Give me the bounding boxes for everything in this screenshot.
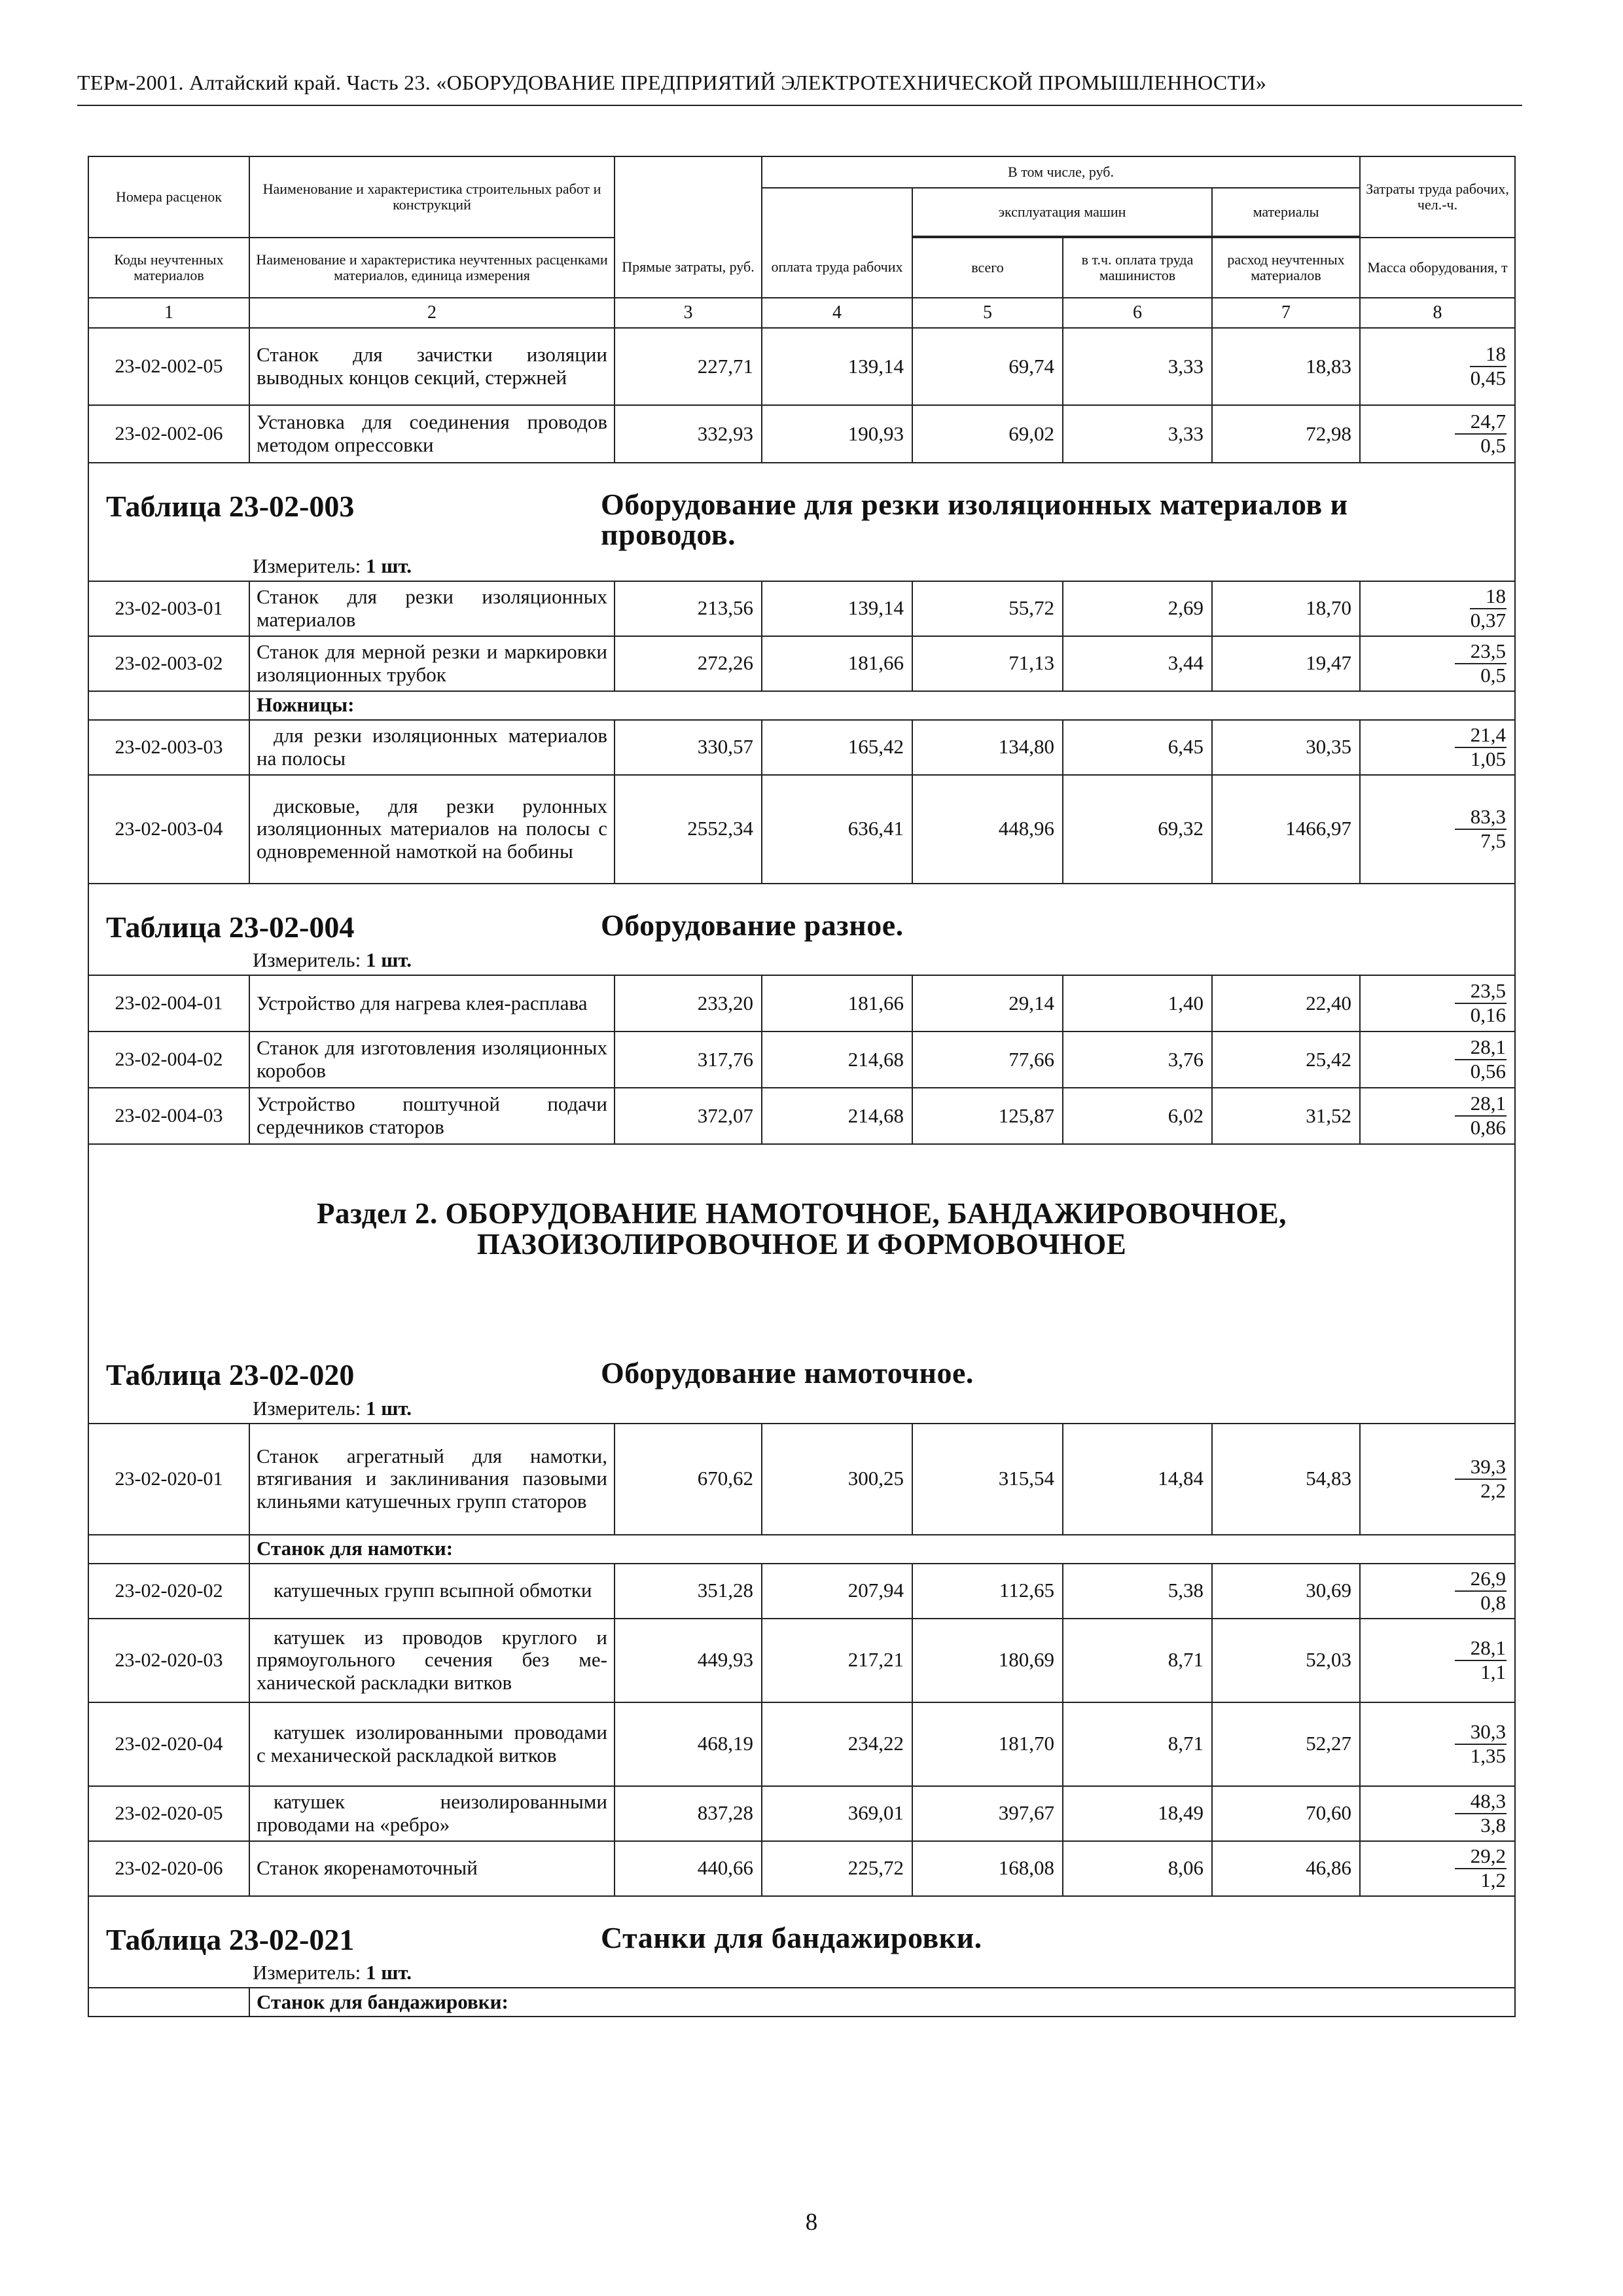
labor-hours-over-mass: [1360, 1088, 1515, 1144]
col-number: 5: [912, 298, 1063, 328]
labor-hours: 23,5: [1455, 980, 1507, 1004]
direct-costs: 670,62: [615, 1424, 762, 1535]
col-header-direct-blank: [615, 156, 762, 236]
table-row: [88, 636, 1515, 691]
direct-costs: 468,19: [615, 1702, 762, 1786]
rate-code: 23-02-020-06: [88, 1841, 249, 1896]
labor-pay: 300,25: [762, 1424, 912, 1535]
work-name: катушечных групп всыпной обмотки: [249, 1564, 615, 1619]
col-number: 8: [1360, 298, 1515, 328]
unit-label: Измеритель:: [253, 1396, 361, 1420]
direct-costs: 227,71: [615, 328, 762, 405]
labor-hours-over-mass: [1360, 1031, 1515, 1088]
direct-costs: 2552,34: [615, 775, 762, 884]
machine-costs: 112,65: [912, 1564, 1063, 1619]
labor-hours-over-mass: [1360, 1786, 1515, 1841]
machinist-pay: 3,33: [1063, 405, 1212, 463]
machinist-pay: 14,84: [1063, 1424, 1212, 1535]
table-heading-row: [88, 884, 1515, 975]
table-row: [88, 775, 1515, 884]
header-rule: [77, 105, 1522, 106]
unit-value: 1 шт.: [365, 554, 412, 577]
work-name: катушек изолированными проводами с механической раскладкой витков: [249, 1702, 615, 1786]
col-header-labor-blank: [762, 188, 912, 238]
labor-hours-over-mass: [1360, 1619, 1515, 1702]
fraction: [1455, 1721, 1507, 1767]
rate-code: 23-02-003-01: [88, 581, 249, 636]
machine-costs: 181,70: [912, 1702, 1063, 1786]
fraction: [1455, 1037, 1507, 1082]
rate-code: 23-02-003-02: [88, 636, 249, 691]
labor-pay: 234,22: [762, 1702, 912, 1786]
fraction: [1470, 586, 1507, 631]
labor-pay: 165,42: [762, 720, 912, 775]
unit-line: [89, 944, 1514, 975]
table-row: [88, 1619, 1515, 1702]
unit-value: 1 шт.: [365, 948, 412, 972]
equipment-mass: 0,5: [1480, 434, 1507, 457]
table-heading-row: [88, 463, 1515, 581]
machine-costs: 134,80: [912, 720, 1063, 775]
material-costs: 1466,97: [1212, 775, 1360, 884]
work-name: Станок для зачистки изоляции выводных концов секций, стержней: [249, 328, 615, 405]
fraction: [1455, 411, 1507, 456]
machine-costs: 448,96: [912, 775, 1063, 884]
machinist-pay: 8,71: [1063, 1619, 1212, 1702]
unit-line: [89, 1956, 1514, 1987]
rate-code: 23-02-020-01: [88, 1424, 249, 1535]
labor-pay: 139,14: [762, 328, 912, 405]
fraction: [1455, 641, 1507, 686]
labor-hours-over-mass: [1360, 975, 1515, 1031]
direct-costs: 330,57: [615, 720, 762, 775]
labor-hours-over-mass: [1360, 581, 1515, 636]
table-number: Таблица 23-02-020: [106, 1358, 355, 1392]
fraction: [1455, 725, 1507, 770]
equipment-mass: 1,1: [1480, 1660, 1507, 1683]
fraction: [1470, 344, 1507, 389]
material-costs: 31,52: [1212, 1088, 1360, 1144]
labor-hours: 23,5: [1455, 641, 1507, 664]
labor-pay: 139,14: [762, 581, 912, 636]
labor-pay: 369,01: [762, 1786, 912, 1841]
machinist-pay: 3,44: [1063, 636, 1212, 691]
equipment-mass: 0,45: [1470, 367, 1507, 389]
work-name: катушек из проводов круглого и прямоугольного сечения без механической раскладки витков: [249, 1619, 615, 1702]
unit-value: 1 шт.: [365, 1396, 412, 1420]
unit-label: Измеритель:: [253, 1961, 361, 1984]
direct-costs: 317,76: [615, 1031, 762, 1088]
machine-costs: 180,69: [912, 1619, 1063, 1702]
unit-line: [89, 550, 1514, 581]
labor-hours-over-mass: [1360, 775, 1515, 884]
col-header-rate-numbers: Номера расценок: [88, 156, 249, 238]
labor-hours: 21,4: [1455, 725, 1507, 748]
labor-hours: 48,3: [1455, 1791, 1507, 1814]
work-name: Установка для соединения проводов методом опрессовки: [249, 405, 615, 463]
direct-costs: 449,93: [615, 1619, 762, 1702]
rate-code: 23-02-004-02: [88, 1031, 249, 1088]
col-header-including: В том числе, руб.: [762, 156, 1360, 188]
work-name: Станок для мерной резки и маркировки изоляционных трубок: [249, 636, 615, 691]
material-costs: 30,35: [1212, 720, 1360, 775]
equipment-mass: 7,5: [1480, 829, 1507, 852]
unit-label: Измеритель:: [253, 554, 361, 577]
col-header-materials: материалы: [1212, 188, 1360, 236]
machine-costs: 29,14: [912, 975, 1063, 1031]
col-header-machine-operation: эксплуатация машин: [912, 188, 1212, 236]
table-row: [88, 1424, 1515, 1535]
fraction: [1455, 1791, 1507, 1836]
fraction: [1455, 980, 1507, 1026]
table-title: Оборудование намоточное.: [601, 1356, 974, 1390]
col-header-work-name: Наименование и характеристика строительных работ и конструкций: [249, 156, 615, 238]
running-header: ТЕРм-2001. Алтайский край. Часть 23. «ОБОРУДОВАНИЕ ПРЕДПРИЯТИЙ ЭЛЕКТРОТЕХНИЧЕСКОЙ ПРОМЫШЛЕННОСТИ»: [77, 71, 1267, 94]
section-heading-row: [88, 1144, 1515, 1424]
equipment-mass: 0,5: [1480, 663, 1507, 687]
labor-hours: 29,2: [1455, 1846, 1507, 1869]
labor-pay: 214,68: [762, 1031, 912, 1088]
direct-costs: 372,07: [615, 1088, 762, 1144]
material-costs: 19,47: [1212, 636, 1360, 691]
machinist-pay: 2,69: [1063, 581, 1212, 636]
machine-costs: 125,87: [912, 1088, 1063, 1144]
col-header-material-codes: Коды неучтенных материалов: [88, 238, 249, 298]
material-costs: 54,83: [1212, 1424, 1360, 1535]
fraction: [1455, 1638, 1507, 1683]
table-row: [88, 1786, 1515, 1841]
rate-code: 23-02-002-05: [88, 328, 249, 405]
labor-hours: 30,3: [1455, 1721, 1507, 1745]
labor-hours: 24,7: [1455, 411, 1507, 435]
unit-value: 1 шт.: [365, 1961, 412, 1984]
labor-pay: 207,94: [762, 1564, 912, 1619]
fraction: [1455, 1568, 1507, 1613]
rate-code: 23-02-020-02: [88, 1564, 249, 1619]
labor-hours: 28,1: [1455, 1638, 1507, 1661]
table-row: [88, 1841, 1515, 1896]
work-name: Станок агрегатный для намотки, втягивания и заклинивания пазовыми клиньями катушечных групп статоров: [249, 1424, 615, 1535]
estimate-table: [88, 156, 1516, 2017]
work-name: Станок для резки изоляционных материалов: [249, 581, 615, 636]
material-costs: 52,03: [1212, 1619, 1360, 1702]
col-header-equipment-mass: Масса оборудования, т: [1360, 238, 1515, 298]
machine-costs: 77,66: [912, 1031, 1063, 1088]
material-costs: 52,27: [1212, 1702, 1360, 1786]
col-header-material-name: Наименование и характеристика неучтенных расценками материалов, единица измерения: [249, 238, 615, 298]
machinist-pay: 3,76: [1063, 1031, 1212, 1088]
machine-costs: 69,02: [912, 405, 1063, 463]
unit-label: Измеритель:: [253, 948, 361, 972]
labor-hours-over-mass: [1360, 1564, 1515, 1619]
equipment-mass: 1,35: [1470, 1744, 1507, 1767]
labor-hours-over-mass: [1360, 1702, 1515, 1786]
work-name: Устройство для нагрева клея-расплава: [249, 975, 615, 1031]
work-name: катушек неизолированными проводами на «ребро»: [249, 1786, 615, 1841]
material-costs: 18,70: [1212, 581, 1360, 636]
labor-pay: 214,68: [762, 1088, 912, 1144]
labor-pay: 225,72: [762, 1841, 912, 1896]
labor-hours-over-mass: [1360, 1424, 1515, 1535]
rate-code: 23-02-004-01: [88, 975, 249, 1031]
labor-hours-over-mass: [1360, 720, 1515, 775]
machine-costs: 69,74: [912, 328, 1063, 405]
direct-costs: 837,28: [615, 1786, 762, 1841]
section-title-line: ПАЗОИЗОЛИРОВОЧНОЕ И ФОРМОВОЧНОЕ: [476, 1228, 1127, 1261]
labor-hours: 28,1: [1455, 1093, 1507, 1117]
equipment-mass: 1,05: [1470, 747, 1507, 770]
machinist-pay: 1,40: [1063, 975, 1212, 1031]
labor-pay: 636,41: [762, 775, 912, 884]
labor-pay: 181,66: [762, 975, 912, 1031]
machine-costs: 397,67: [912, 1786, 1063, 1841]
work-name: для резки изоляционных материалов на полосы: [249, 720, 615, 775]
material-costs: 46,86: [1212, 1841, 1360, 1896]
table-number: Таблица 23-02-003: [106, 490, 355, 523]
machine-costs: 168,08: [912, 1841, 1063, 1896]
machinist-pay: 6,02: [1063, 1088, 1212, 1144]
subheading: Ножницы:: [249, 691, 1515, 720]
col-header-direct-costs: Прямые затраты, руб.: [615, 238, 762, 298]
labor-pay: 217,21: [762, 1619, 912, 1702]
col-number: 4: [762, 298, 912, 328]
direct-costs: 213,56: [615, 581, 762, 636]
direct-costs: 440,66: [615, 1841, 762, 1896]
equipment-mass: 1,2: [1480, 1868, 1507, 1892]
fraction: [1455, 1456, 1507, 1501]
subheading: Станок для бандажировки:: [249, 1988, 1515, 2017]
machine-costs: 55,72: [912, 581, 1063, 636]
labor-hours: 39,3: [1455, 1456, 1507, 1480]
direct-costs: 332,93: [615, 405, 762, 463]
rate-code: 23-02-020-05: [88, 1786, 249, 1841]
labor-hours: 83,3: [1455, 806, 1507, 830]
fraction: [1455, 1846, 1507, 1891]
table-row: [88, 1702, 1515, 1786]
equipment-mass: 0,86: [1470, 1115, 1507, 1139]
section-title: [89, 1145, 1514, 1359]
machinist-pay: 69,32: [1063, 775, 1212, 884]
rate-code: 23-02-003-04: [88, 775, 249, 884]
labor-hours-over-mass: [1360, 328, 1515, 405]
table-row: [88, 405, 1515, 463]
equipment-mass: 0,56: [1470, 1059, 1507, 1083]
labor-hours-over-mass: [1360, 1841, 1515, 1896]
col-header-labor-pay: оплата труда рабочих: [762, 238, 912, 298]
labor-hours: 18: [1470, 344, 1507, 367]
table-row: [88, 328, 1515, 405]
labor-hours-over-mass: [1360, 636, 1515, 691]
machine-costs: 315,54: [912, 1424, 1063, 1535]
material-costs: 30,69: [1212, 1564, 1360, 1619]
table-title: Станки для бандажировки.: [601, 1920, 982, 1954]
labor-hours-over-mass: [1360, 405, 1515, 463]
machinist-pay: 8,06: [1063, 1841, 1212, 1896]
section-title-line: Раздел 2. ОБОРУДОВАНИЕ НАМОТОЧНОЕ, БАНДАЖИРОВОЧНОЕ,: [316, 1196, 1287, 1230]
subheading-code-blank: [88, 1535, 249, 1564]
equipment-mass: 0,16: [1470, 1003, 1507, 1026]
direct-costs: 351,28: [615, 1564, 762, 1619]
unit-line: [89, 1392, 1514, 1423]
work-name: Станок якоренамоточный: [249, 1841, 615, 1896]
work-name: Станок для изготовления изоляционных коробов: [249, 1031, 615, 1088]
labor-hours: 28,1: [1455, 1037, 1507, 1060]
table-title: Оборудование разное.: [601, 908, 904, 942]
equipment-mass: 3,8: [1480, 1813, 1507, 1837]
col-header-labor-hours: Затраты труда рабочих, чел.-ч.: [1360, 156, 1515, 238]
machinist-pay: 18,49: [1063, 1786, 1212, 1841]
rate-code: 23-02-002-06: [88, 405, 249, 463]
equipment-mass: 0,8: [1480, 1590, 1507, 1614]
work-name: Устройство поштучной подачи сердечников статоров: [249, 1088, 615, 1144]
table-number: Таблица 23-02-021: [106, 1922, 355, 1956]
work-name: дисковые, для резки рулонных изоляционных материалов на полосы с одновременной намоткой на бобины: [249, 775, 615, 884]
estimate-table-frame: [88, 156, 1514, 2153]
machinist-pay: 6,45: [1063, 720, 1212, 775]
rate-code: 23-02-020-03: [88, 1619, 249, 1702]
material-costs: 25,42: [1212, 1031, 1360, 1088]
col-number: 3: [615, 298, 762, 328]
col-number: 2: [249, 298, 615, 328]
fraction: [1455, 806, 1507, 852]
table-row: [88, 975, 1515, 1031]
material-costs: 22,40: [1212, 975, 1360, 1031]
table-row: [88, 581, 1515, 636]
table-row: [88, 1031, 1515, 1088]
material-costs: 72,98: [1212, 405, 1360, 463]
col-number: 6: [1063, 298, 1212, 328]
col-number: 7: [1212, 298, 1360, 328]
fraction: [1455, 1093, 1507, 1138]
labor-hours: 18: [1470, 586, 1507, 609]
machinist-pay: 3,33: [1063, 328, 1212, 405]
rate-code: 23-02-020-04: [88, 1702, 249, 1786]
labor-hours: 26,9: [1455, 1568, 1507, 1592]
table-row: [88, 1088, 1515, 1144]
page-number: 8: [805, 2209, 818, 2236]
labor-pay: 190,93: [762, 405, 912, 463]
rate-code: 23-02-004-03: [88, 1088, 249, 1144]
col-header-machine-total: всего: [912, 238, 1063, 298]
equipment-mass: 2,2: [1480, 1479, 1507, 1502]
table-row: [88, 720, 1515, 775]
subheading: Станок для намотки:: [249, 1535, 1515, 1564]
table-title: Оборудование для резки изоляционных материалов и проводов.: [601, 488, 1348, 551]
direct-costs: 233,20: [615, 975, 762, 1031]
equipment-mass: 0,37: [1470, 608, 1507, 632]
col-header-machine-labor: в т.ч. оплата труда машинистов: [1063, 238, 1212, 298]
col-header-materials-unaccounted: расход неучтенных материалов: [1212, 238, 1360, 298]
machinist-pay: 8,71: [1063, 1702, 1212, 1786]
machinist-pay: 5,38: [1063, 1564, 1212, 1619]
table-row: [88, 1564, 1515, 1619]
col-number: 1: [88, 298, 249, 328]
direct-costs: 272,26: [615, 636, 762, 691]
rate-code: 23-02-003-03: [88, 720, 249, 775]
subheading-code-blank: [88, 1988, 249, 2017]
table-heading-row: [88, 1896, 1515, 1988]
material-costs: 18,83: [1212, 328, 1360, 405]
material-costs: 70,60: [1212, 1786, 1360, 1841]
labor-pay: 181,66: [762, 636, 912, 691]
subheading-code-blank: [88, 691, 249, 720]
machine-costs: 71,13: [912, 636, 1063, 691]
table-number: Таблица 23-02-004: [106, 910, 355, 944]
